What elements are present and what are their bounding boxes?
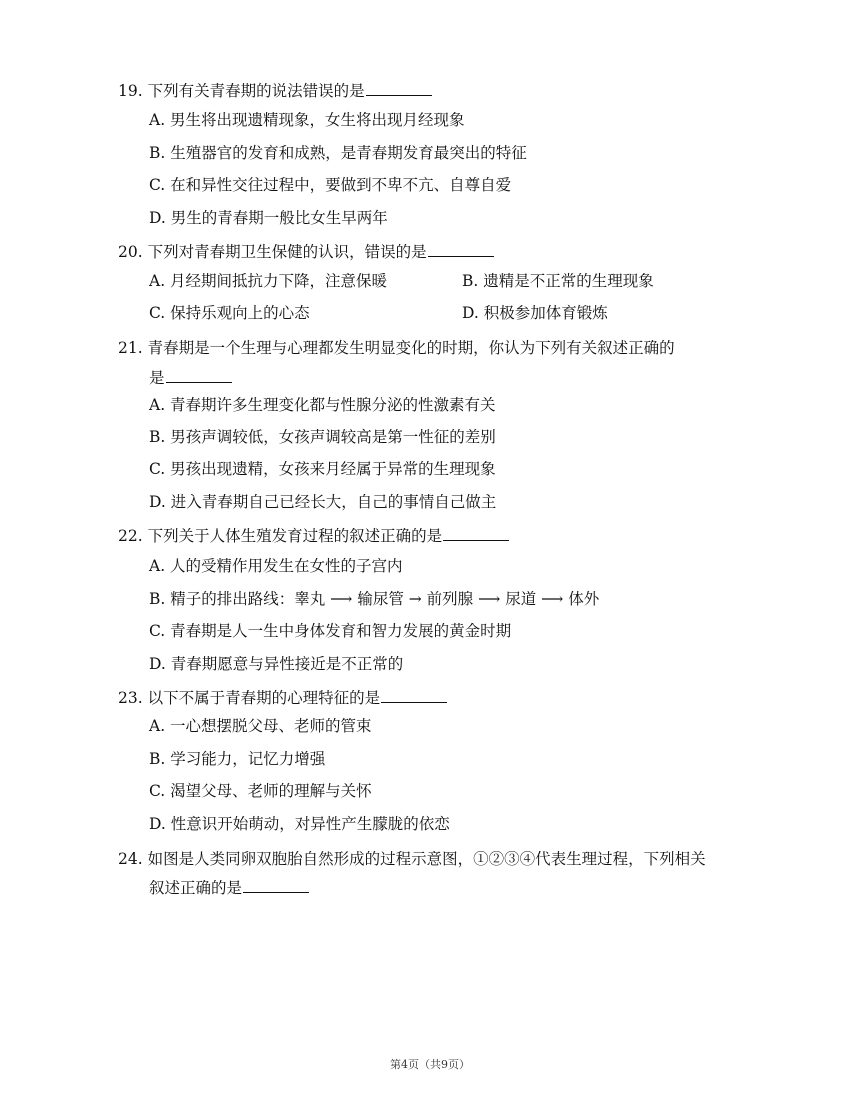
question-stem-text: 叙述正确的是 bbox=[149, 879, 243, 897]
question-23-option-c: C. 渴望父母、老师的理解与关怀 bbox=[149, 782, 372, 800]
answer-blank bbox=[381, 688, 447, 703]
question-22-option-b: B. 精子的排出路线：睾丸 ⟶ 输尿管 → 前列腺 ⟶ 尿道 ⟶ 体外 bbox=[149, 590, 600, 608]
question-20-stem bbox=[118, 242, 494, 262]
question-23-option-a: A. 一心想摆脱父母、老师的管束 bbox=[149, 717, 372, 735]
question-stem-text: 23. 以下不属于青春期的心理特征的是 bbox=[118, 689, 381, 707]
question-20-option-d: D. 积极参加体育锻炼 bbox=[462, 304, 608, 322]
question-stem-text: 19. 下列有关青春期的说法错误的是 bbox=[118, 82, 365, 100]
question-21-option-d: D. 进入青春期自己已经长大，自己的事情自己做主 bbox=[149, 493, 497, 511]
question-23-stem bbox=[118, 688, 447, 708]
question-23-option-b: B. 学习能力，记忆力增强 bbox=[149, 750, 326, 768]
question-22-option-d: D. 青春期愿意与异性接近是不正常的 bbox=[149, 655, 404, 673]
question-22-option-c: C. 青春期是人一生中身体发育和智力发展的黄金时期 bbox=[149, 622, 512, 640]
answer-blank bbox=[243, 878, 309, 893]
question-20-option-b: B. 遗精是不正常的生理现象 bbox=[462, 272, 654, 290]
question-stem-text: 22. 下列关于人体生殖发育过程的叙述正确的是 bbox=[118, 527, 443, 545]
page-footer: 第4页（共9页） bbox=[390, 1058, 470, 1071]
question-22-option-a: A. 人的受精作用发生在女性的子宫内 bbox=[149, 557, 403, 575]
question-24-stem-cont bbox=[149, 878, 309, 898]
question-21-option-b: B. 男孩声调较低，女孩声调较高是第一性征的差别 bbox=[149, 428, 496, 446]
question-19-option-b: B. 生殖器官的发育和成熟，是青春期发育最突出的特征 bbox=[149, 144, 527, 162]
question-19-stem bbox=[118, 81, 432, 101]
answer-blank bbox=[366, 81, 432, 96]
answer-blank bbox=[428, 242, 494, 257]
question-21-option-c: C. 男孩出现遗精，女孩来月经属于异常的生理现象 bbox=[149, 460, 496, 478]
question-20-option-a: A. 月经期间抵抗力下降，注意保暖 bbox=[149, 272, 388, 290]
question-21-option-a: A. 青春期许多生理变化都与性腺分泌的性激素有关 bbox=[149, 396, 496, 414]
question-21-stem: 21. 青春期是一个生理与心理都发生明显变化的时期，你认为下列有关叙述正确的 bbox=[118, 339, 675, 357]
answer-blank bbox=[166, 368, 232, 383]
question-24-stem: 24. 如图是人类同卵双胞胎自然形成的过程示意图，①②③④代表生理过程，下列相关 bbox=[118, 850, 706, 868]
question-19-option-c: C. 在和异性交往过程中，要做到不卑不亢、自尊自爱 bbox=[149, 176, 512, 194]
question-19-option-d: D. 男生的青春期一般比女生早两年 bbox=[149, 209, 388, 227]
question-21-stem-cont bbox=[149, 368, 232, 388]
question-19-option-a: A. 男生将出现遗精现象，女生将出现月经现象 bbox=[149, 111, 465, 129]
answer-blank bbox=[443, 526, 509, 541]
question-stem-text: 20. 下列对青春期卫生保健的认识，错误的是 bbox=[118, 243, 427, 261]
question-stem-text: 是 bbox=[149, 369, 165, 387]
question-20-option-c: C. 保持乐观向上的心态 bbox=[149, 304, 310, 322]
question-23-option-d: D. 性意识开始萌动，对异性产生朦胧的依恋 bbox=[149, 815, 450, 833]
question-22-stem bbox=[118, 526, 509, 546]
